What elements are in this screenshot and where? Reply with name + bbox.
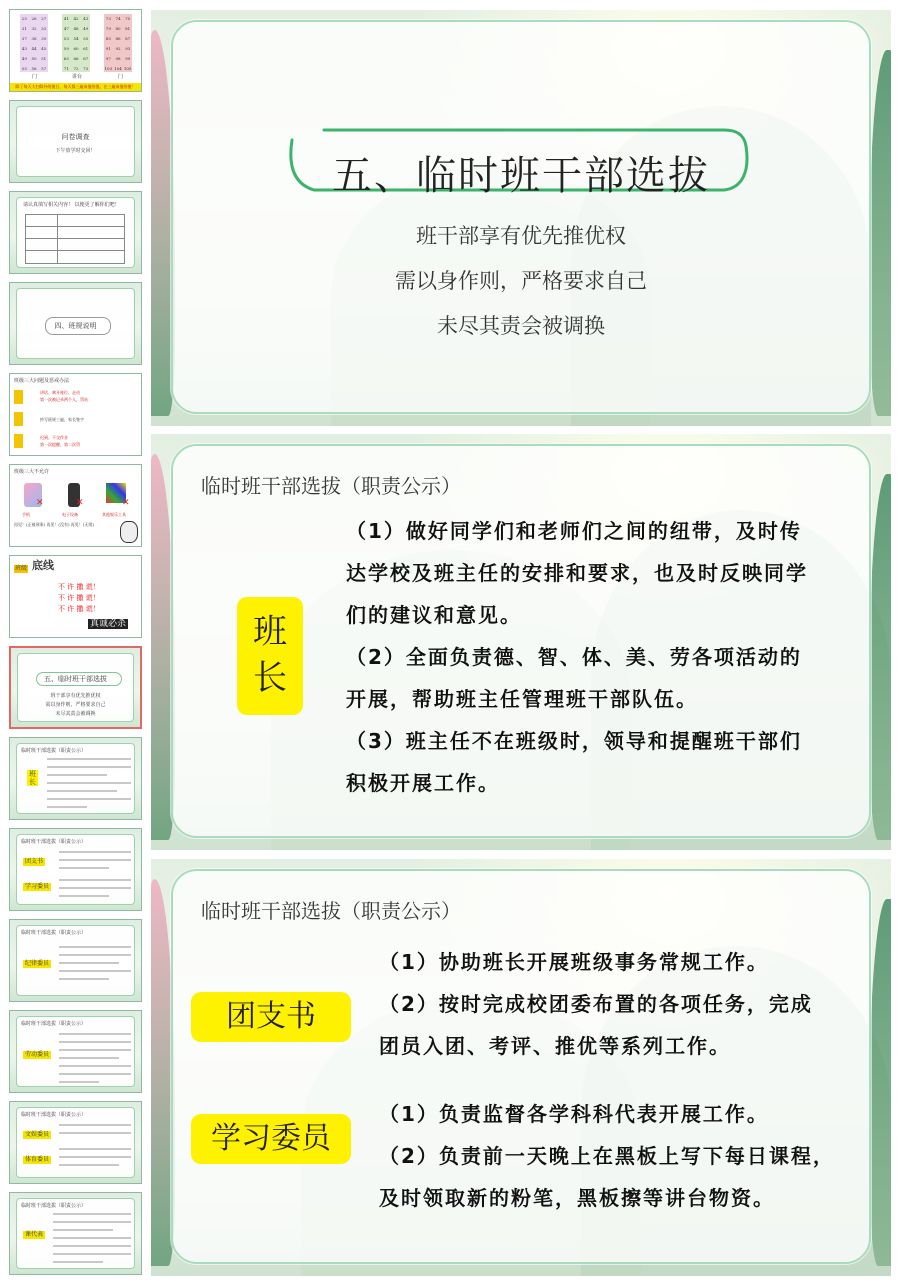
thumb-badge: 课代表 <box>25 1231 44 1238</box>
seat-cell: 60 <box>73 46 79 51</box>
thumb-note: 除了每天大扫除外的值日，每天都三遍该值的值。在三遍该值的值！ <box>10 83 141 91</box>
seat-cell: 105 <box>123 66 132 71</box>
thumb-badge: 文娱委员 <box>25 1131 50 1138</box>
slide-thumbnail-12[interactable] <box>9 1010 142 1093</box>
role-badge-monitor <box>237 597 303 715</box>
thumb-text-line <box>59 946 131 948</box>
thumb-card <box>16 743 135 814</box>
seat-cell: 91 <box>105 46 111 51</box>
thumb-stamp: 真诚必杀 <box>90 619 127 629</box>
pine-tree-decoration <box>869 474 891 840</box>
thumb-text-line <box>59 1148 131 1150</box>
thumb-text-line <box>59 1081 99 1083</box>
seat-cell: 75 <box>125 16 131 21</box>
seat-cell: 61 <box>83 46 89 51</box>
cross-icon: ✕ <box>122 498 130 508</box>
thumb-card <box>16 197 135 268</box>
slide-thumbnail-8-selected[interactable] <box>9 646 142 729</box>
seat-cell: 49 <box>21 56 27 61</box>
thumb-title: 请认真填写相关内容！ 以便更了解你们吧！ <box>23 202 120 208</box>
thumb-form-col-line <box>57 214 58 264</box>
seat-cell: 87 <box>125 36 131 41</box>
thumb-line: 不 许 撒 谎！ <box>58 594 100 602</box>
thumb-text-line <box>59 1057 119 1059</box>
pine-tree-decoration <box>869 899 891 1266</box>
seat-cell: 67 <box>83 56 89 61</box>
slide-thumbnail-7[interactable] <box>9 555 142 638</box>
seat-cell: 43 <box>83 16 89 21</box>
thumb-text-line <box>47 790 117 792</box>
thumb-text-line <box>59 895 109 897</box>
seat-cell: 54 <box>73 36 79 41</box>
seat-cell: 33 <box>41 26 47 31</box>
duty-line: 团员入团、考评、推优等系列工作。 <box>379 1034 731 1058</box>
cross-icon: ✕ <box>76 498 84 508</box>
seat-cell: 57 <box>41 66 47 71</box>
thumb-card <box>16 1198 135 1269</box>
thumb-text-line <box>53 1237 131 1239</box>
duty-line: 开展，帮助班主任管理班干部队伍。 <box>346 687 698 711</box>
thumb-text-line <box>59 1132 131 1134</box>
seat-cell: 103 <box>104 66 113 71</box>
seat-cell: 39 <box>41 36 47 41</box>
thumb-text-line <box>59 851 131 853</box>
thumb-text-line <box>53 1253 131 1255</box>
thumb-badge: 纪律委员 <box>25 960 50 967</box>
seat-cell: 26 <box>31 16 37 21</box>
thumb-line: 需以身作则，严格要求自己 <box>45 702 106 708</box>
seat-cell: 55 <box>83 36 89 41</box>
seat-cell: 98 <box>115 56 121 61</box>
seat-cell: 72 <box>73 66 79 71</box>
slide-league-study-duties[interactable] <box>151 859 891 1276</box>
thumb-text-line <box>59 1124 131 1126</box>
duty-line: （2）全面负责德、智、体、美、劳各项活动的 <box>346 645 802 669</box>
slide-thumbnail-4[interactable] <box>9 282 142 365</box>
podium-label: 讲台 <box>72 74 83 80</box>
seat-cell: 32 <box>31 26 37 31</box>
slide-thumbnail-9[interactable] <box>9 737 142 820</box>
duty-line: 及时领取新的粉笔，黑板擦等讲台物资。 <box>379 1186 775 1210</box>
role-badge-char: 班 <box>253 612 287 652</box>
slide-thumbnail-10[interactable] <box>9 828 142 911</box>
thumb-text-line <box>53 1213 131 1215</box>
thumb-badge: 学习委员 <box>25 883 50 890</box>
thumb-title: 问卷调查 <box>61 133 90 141</box>
thumb-card <box>17 653 134 722</box>
thumb-text-line <box>59 1156 131 1158</box>
section-heading: 临时班干部选拔（职责公示） <box>201 899 461 923</box>
slide-title: 五、临时班干部选拔 <box>332 153 710 199</box>
thumb-badge-2 <box>14 412 23 426</box>
seat-cell: 47 <box>63 26 69 31</box>
seat-cell: 31 <box>21 26 27 31</box>
seat-cell: 49 <box>83 26 89 31</box>
seat-cell: 43 <box>21 46 27 51</box>
thumb-card <box>16 288 135 359</box>
duty-line: 积极开展工作。 <box>346 771 500 795</box>
thumb-title: 班级三大问题及惩戒办法 <box>14 378 70 384</box>
thumb-label: 电子设备 <box>62 512 78 517</box>
thumb-title: 班级三大不允许 <box>14 469 50 475</box>
door-label-right: 门 <box>118 74 124 80</box>
seating-grid-left <box>20 14 48 72</box>
seat-cell: 53 <box>63 36 69 41</box>
thumb-text-line <box>59 867 109 869</box>
thumb-form-row-line <box>25 226 125 227</box>
thumb-text-line <box>59 859 131 861</box>
thumb-text-line <box>47 766 131 768</box>
seat-cell: 27 <box>41 16 47 21</box>
role-badge-study-committee: 学习委员 <box>191 1114 351 1164</box>
thumb-title: 四、班规说明 <box>54 322 97 330</box>
thumb-badge: 劳动委员 <box>25 1051 50 1058</box>
thumb-line: 未尽其责会被调换 <box>55 711 96 717</box>
seat-cell: 44 <box>31 46 37 51</box>
thumb-text-line <box>53 1261 103 1263</box>
slide-thumbnail-5[interactable] <box>9 373 142 456</box>
seat-cell: 73 <box>105 16 111 21</box>
thumb-tag: 班级 <box>15 565 28 572</box>
thumb-text-line <box>59 879 131 881</box>
thumb-title: 临时班干部选拔（职责公示） <box>21 930 87 936</box>
thumb-label: 手机 <box>22 512 30 517</box>
thumb-text-line <box>53 1245 131 1247</box>
thumb-form-row-line <box>25 238 125 239</box>
slide-thumbnail-11[interactable] <box>9 919 142 1002</box>
seat-cell: 99 <box>125 56 131 61</box>
thumb-card <box>16 925 135 996</box>
thumb-badge: 体育委员 <box>25 1156 50 1163</box>
section-heading: 临时班干部选拔（职责公示） <box>201 474 461 498</box>
duty-line: （2）按时完成校团委布置的各项任务，完成 <box>379 992 813 1016</box>
seat-cell: 71 <box>63 66 69 71</box>
thumb-badge: 班长 <box>29 770 36 786</box>
seat-cell: 37 <box>21 36 27 41</box>
thumb-line: 不 许 撒 谎！ <box>58 605 100 613</box>
thumb-card <box>16 1107 135 1178</box>
thumb-card <box>16 106 135 177</box>
seat-cell: 41 <box>63 16 69 21</box>
thumb-text-line <box>59 954 131 956</box>
seat-cell: 104 <box>114 66 122 71</box>
seat-cell: 73 <box>83 66 89 71</box>
thumb-text-line <box>47 758 131 760</box>
seating-grid-right <box>104 14 132 72</box>
duty-line: 们的建议和意见。 <box>346 603 522 627</box>
thumb-text-line <box>47 782 131 784</box>
thumb-text-line <box>53 1229 113 1231</box>
seating-grid-middle <box>62 14 90 72</box>
seat-cell: 93 <box>125 46 131 51</box>
thumb-form-row-line <box>25 250 125 251</box>
thumb-title: 临时班干部选拔（职责公示） <box>21 1112 87 1118</box>
thumb-label: 其他娱乐工具 <box>102 512 126 517</box>
slide-thumbnail-14[interactable] <box>9 1192 142 1275</box>
slide-title-section[interactable] <box>151 10 891 426</box>
rule-line-3: 未尽其责会被调换 <box>437 314 605 338</box>
cross-icon: ✕ <box>36 498 44 508</box>
thumb-text-line <box>59 1073 131 1075</box>
thumb-text-line <box>59 978 109 980</box>
cartoon-face-icon <box>120 521 138 543</box>
seat-cell: 55 <box>21 66 27 71</box>
thumb-line: 不 许 撒 谎！ <box>58 583 100 591</box>
seat-cell: 81 <box>125 26 131 31</box>
thumb-line: 第一次被记录两个人，罚站 <box>40 397 88 402</box>
thumb-text-line <box>59 1049 131 1051</box>
thumb-title: 底线 <box>32 559 54 572</box>
thumb-line: 第一次提醒，第二次罚 <box>40 442 80 447</box>
thumb-line: 班干部享有优先推优权 <box>50 693 101 699</box>
thumb-subtitle: 下午放学时交回！ <box>55 148 96 154</box>
seat-cell: 85 <box>105 36 111 41</box>
thumb-badge-1 <box>14 390 23 404</box>
thumb-text-line <box>59 970 131 972</box>
thumb-title: 临时班干部选拔（职责公示） <box>21 839 87 845</box>
thumb-form-table <box>25 214 125 264</box>
rule-line-1: 班干部享有优先推优权 <box>416 224 626 248</box>
seat-cell: 42 <box>73 16 79 21</box>
door-label-left: 门 <box>32 74 38 80</box>
rule-line-2: 需以身作则，严格要求自己 <box>395 269 647 293</box>
thumb-line: 再见！(正被刑事) 再见！(没有) 再见！(无缘) <box>14 522 94 527</box>
duty-line: （3）班主任不在班级时，领导和提醒班干部们 <box>346 729 802 753</box>
thumb-text-line <box>59 1164 119 1166</box>
thumb-text-line <box>59 962 119 964</box>
seat-cell: 50 <box>31 56 37 61</box>
thumb-text-line <box>59 887 131 889</box>
thumb-badge-3 <box>14 434 23 448</box>
thumb-title: 临时班干部选拔（职责公示） <box>21 1021 87 1027</box>
slide-thumbnail-2[interactable] <box>9 100 142 183</box>
thumb-text-line <box>53 1221 131 1223</box>
duty-line: （1）做好同学们和老师们之间的纽带，及时传 <box>346 519 802 543</box>
seat-cell: 25 <box>21 16 27 21</box>
thumb-title: 五、临时班干部选拔 <box>44 675 107 683</box>
duty-line: （1）协助班长开展班级事务常规工作。 <box>379 950 769 974</box>
thumb-line: 迟到、不交作业 <box>40 435 68 440</box>
seat-cell: 59 <box>63 46 69 51</box>
thumb-card <box>16 834 135 905</box>
slide-thumbnail-13[interactable] <box>9 1101 142 1184</box>
duty-line: （2）负责前一天晚上在黑板上写下每日课程， <box>379 1144 835 1168</box>
slide-thumbnail-3[interactable] <box>9 191 142 274</box>
thumb-line: 抄写班规三遍，家长签字 <box>40 417 84 422</box>
duty-line: 达学校及班主任的安排和要求，也及时反映同学 <box>346 561 808 585</box>
slide-thumbnail-6[interactable] <box>9 464 142 547</box>
seat-cell: 56 <box>31 66 37 71</box>
thumb-text-line <box>47 798 131 800</box>
duty-line: （1）负责监督各学科科代表开展工作。 <box>379 1102 769 1126</box>
seat-cell: 51 <box>41 56 47 61</box>
slide-thumbnail-panel <box>0 0 150 1286</box>
seat-cell: 80 <box>115 26 121 31</box>
slide-thumbnail-1[interactable] <box>9 9 142 92</box>
seat-cell: 45 <box>41 46 47 51</box>
seat-cell: 38 <box>31 36 37 41</box>
role-badge-league-secretary: 团支书 <box>191 992 351 1042</box>
thumb-text-line <box>59 1033 131 1035</box>
thumb-badge: 团支书 <box>25 858 44 865</box>
seat-cell: 74 <box>115 16 121 21</box>
seat-cell: 86 <box>115 36 121 41</box>
seat-cell: 92 <box>115 46 121 51</box>
thumb-text-line <box>59 1041 131 1043</box>
seat-cell: 48 <box>73 26 79 31</box>
duty-text-block <box>379 941 813 1067</box>
thumb-card <box>16 1016 135 1087</box>
seat-cell: 66 <box>73 56 79 61</box>
thumb-line: 讲话、离开座位、走动 <box>40 390 80 395</box>
slide-monitor-duties[interactable] <box>151 434 891 850</box>
content-panel <box>171 20 871 414</box>
seat-cell: 97 <box>105 56 111 61</box>
thumb-title: 临时班干部选拔（职责公示） <box>21 1203 87 1209</box>
thumb-title: 临时班干部选拔（职责公示） <box>21 748 87 754</box>
duty-text-block <box>346 510 808 804</box>
thumb-text-line <box>47 774 107 776</box>
thumb-text-line <box>47 806 87 808</box>
role-badge-char: 长 <box>253 658 287 698</box>
thumb-text-line <box>59 1065 131 1067</box>
seat-cell: 79 <box>105 26 111 31</box>
seat-cell: 65 <box>63 56 69 61</box>
duty-text-block <box>379 1093 835 1219</box>
